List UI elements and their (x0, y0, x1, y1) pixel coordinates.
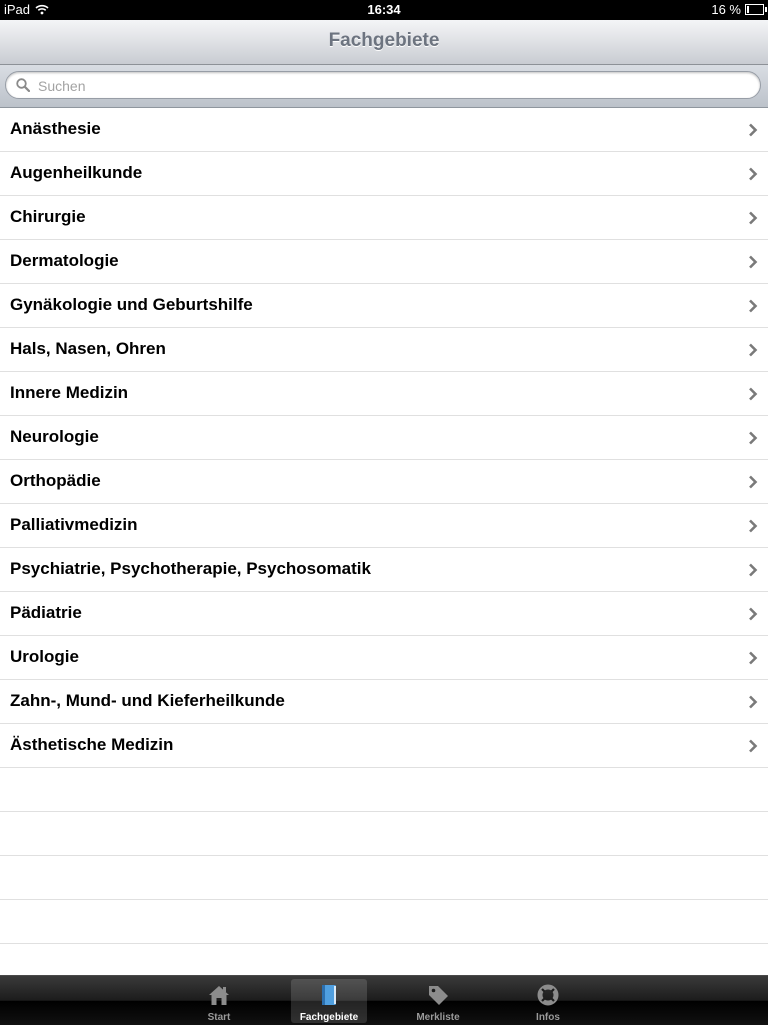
list-item-label: Anästhesie (10, 119, 101, 138)
list-item[interactable] (0, 636, 768, 680)
list-item-label: Augenheilkunde (10, 163, 143, 182)
book-icon (317, 983, 341, 1007)
list-item[interactable] (0, 504, 768, 548)
list-item[interactable] (0, 196, 768, 240)
list-item-label: Gynäkologie und Geburtshilfe (10, 295, 253, 314)
list-item-label: Innere Medizin (10, 383, 129, 402)
chevron-right-icon (748, 431, 758, 445)
list-item-label: Neurologie (10, 427, 99, 446)
list-item-label: Ästhetische Medizin (10, 735, 174, 754)
chevron-right-icon (748, 343, 758, 357)
list-item-label: Hals, Nasen, Ohren (10, 339, 166, 358)
list-item[interactable] (0, 592, 768, 636)
list-item[interactable] (0, 108, 768, 152)
chevron-right-icon (748, 255, 758, 269)
battery-percent: 16 % (711, 2, 741, 17)
list-item-label: Orthopädie (10, 471, 101, 490)
tab-label: Start (207, 1012, 231, 1023)
navigation-bar (0, 20, 768, 65)
list-item-label: Palliativmedizin (10, 515, 138, 534)
tag-icon (426, 983, 450, 1007)
tab-merkliste[interactable] (400, 979, 476, 1023)
list-item-label: Pädiatrie (10, 603, 82, 622)
house-icon (207, 983, 231, 1007)
chevron-right-icon (748, 475, 758, 489)
chevron-right-icon (748, 651, 758, 665)
tab-label: Fachgebiete (299, 1012, 359, 1023)
list-item[interactable] (0, 152, 768, 196)
status-time: 16:34 (367, 2, 401, 17)
list-item[interactable] (0, 724, 768, 768)
list-item-label: Urologie (10, 647, 79, 666)
list-item-label: Chirurgie (10, 207, 86, 226)
list-item[interactable] (0, 680, 768, 724)
status-bar (0, 0, 768, 20)
list-item[interactable] (0, 240, 768, 284)
list-item-label: Zahn-, Mund- und Kieferheilkunde (10, 691, 285, 710)
list-item[interactable] (0, 372, 768, 416)
list-item[interactable] (0, 284, 768, 328)
chevron-right-icon (748, 299, 758, 313)
tab-start[interactable] (181, 979, 257, 1023)
status-right (711, 2, 764, 17)
tab-infos[interactable] (510, 979, 586, 1023)
list-item-label: Psychiatrie, Psychotherapie, Psychosomatik (10, 559, 371, 578)
empty-row (0, 768, 768, 812)
chevron-right-icon (748, 211, 758, 225)
search-bar (0, 65, 768, 108)
chevron-right-icon (748, 739, 758, 753)
specialty-list (0, 108, 768, 944)
list-item[interactable] (0, 328, 768, 372)
empty-row (0, 900, 768, 944)
search-icon (16, 78, 30, 92)
chevron-right-icon (748, 387, 758, 401)
empty-row (0, 856, 768, 900)
tab-label: Infos (536, 1012, 560, 1023)
list-item[interactable] (0, 460, 768, 504)
list-item[interactable] (0, 548, 768, 592)
battery-icon (745, 4, 764, 15)
chevron-right-icon (748, 519, 758, 533)
device-name: iPad (4, 2, 31, 17)
tab-bar (0, 975, 768, 1025)
chevron-right-icon (748, 563, 758, 577)
chevron-right-icon (748, 607, 758, 621)
page-title: Fachgebiete (328, 30, 440, 51)
lifebuoy-icon (536, 983, 560, 1007)
search-input[interactable] (36, 75, 740, 97)
search-field[interactable] (5, 71, 761, 99)
list-item[interactable] (0, 416, 768, 460)
tab-fachgebiete[interactable] (291, 979, 367, 1023)
chevron-right-icon (748, 167, 758, 181)
list-item-label: Dermatologie (10, 251, 119, 270)
tab-label: Merkliste (416, 1012, 460, 1023)
empty-row (0, 812, 768, 856)
chevron-right-icon (748, 695, 758, 709)
chevron-right-icon (748, 123, 758, 137)
